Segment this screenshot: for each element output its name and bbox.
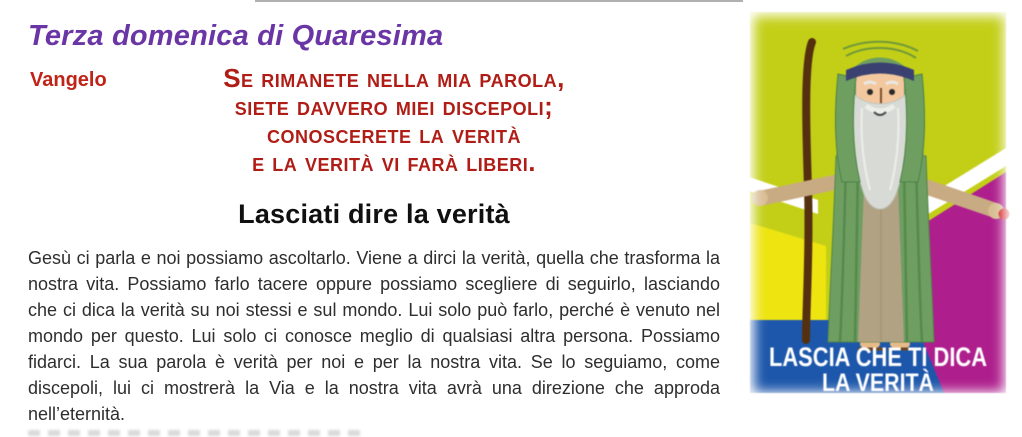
caption-line-2: LA VERITÀ: [822, 369, 954, 397]
article-heading: Lasciati dire la verità: [238, 199, 510, 229]
gospel-quote-line: e la verità vi farà liberi.: [252, 147, 536, 177]
red-object: [999, 209, 1010, 220]
text-column: [28, 0, 720, 436]
caption-line-1: LASCIA CHE TI DICA: [769, 342, 987, 372]
gospel-illustration: [746, 8, 1012, 400]
gospel-section: [28, 64, 720, 176]
gospel-quote: [68, 64, 720, 176]
page-title: Terza domenica di Quaresima: [28, 20, 444, 52]
gospel-label: Vangelo: [30, 69, 107, 91]
cutoff-text-artifact: [28, 430, 363, 436]
gospel-illustration-graphic: [746, 8, 1012, 400]
gospel-quote-line: Se rimanete nella mia parola,: [223, 63, 565, 93]
article-body: Gesù ci parla e noi possiamo ascoltarlo. Viene a dirci la verità, quella che trasforma la nostra vita. Possiamo farlo tacere oppure possiamo scegliere di seguirlo, lasciando che ci dica la verità su noi stessi e sul mondo. Lui solo può farlo, perché è venuto nel mondo per questo. Lui solo ci conosce meglio di qualsiasi altra persona. Possiamo fidarci. La sua parola è verità per noi e per la nostra vita. Se lo seguiamo, come discepoli, lui ci mostrerà la Via e la nostra vita avrà una direzione che approda nell’eternità.: [28, 248, 720, 424]
gospel-quote-line: siete davvero miei discepoli;: [234, 91, 554, 121]
gospel-quote-line: conoscerete la verità: [267, 119, 521, 149]
